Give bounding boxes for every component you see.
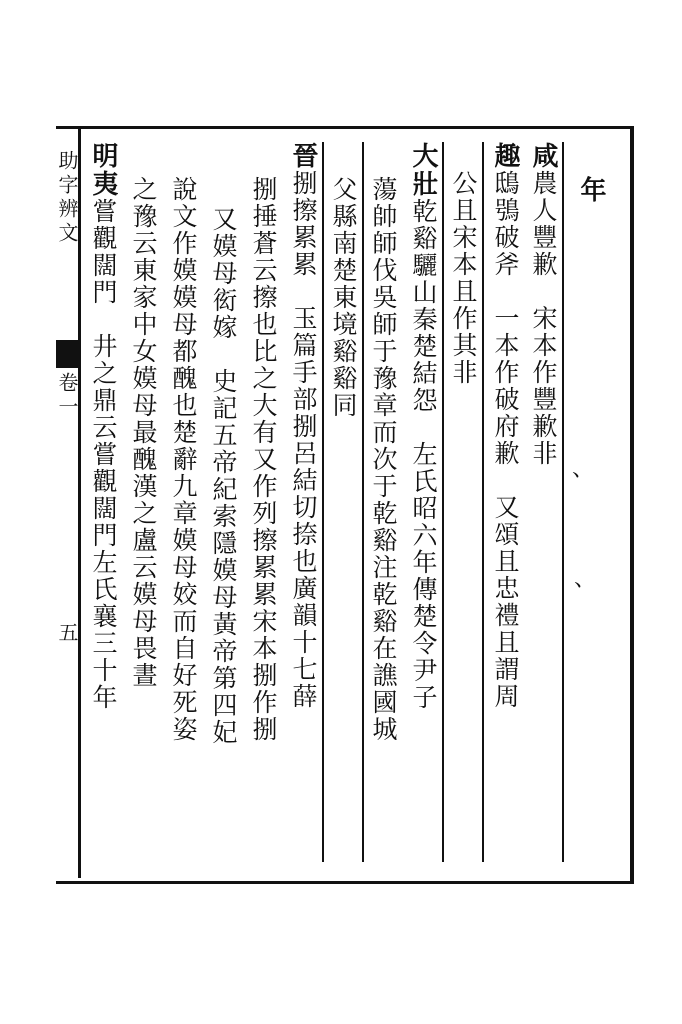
- column-body: 說文作嫫嫫母都醜也楚辭九章嫫母姣而自好死姿: [169, 176, 198, 743]
- column-body: 鴟鴞破斧 一本作破府歉 又頌且忠禮且謂周: [491, 170, 520, 710]
- column-head: 咸: [528, 142, 558, 170]
- column-body: 捌捶蒼云擦也比之大有又作列擦累累宋本捌作捌: [249, 176, 278, 743]
- text-column: [168, 176, 198, 743]
- column-rule: [562, 142, 564, 862]
- text-column: [128, 176, 158, 689]
- column-body: 農人豐歉 宋本作豐歉非: [529, 170, 558, 467]
- column-body: 嘗觀闊門 井之鼎云嘗觀闊門左氏襄三十年: [89, 198, 118, 711]
- column-body: 之豫云東家中女嫫母最醜漢之盧云嫫母畏晝: [129, 176, 158, 689]
- text-column: [528, 142, 558, 467]
- text-column: [490, 142, 520, 710]
- text-column: [208, 206, 238, 746]
- margin-book-title: 助字辨文: [55, 150, 79, 246]
- fish-tail-mark: [56, 340, 78, 368]
- column-rule: [482, 142, 484, 862]
- text-column: [408, 142, 438, 711]
- column-body: 蕩帥師伐吳師于豫章而次于乾谿注乾谿在譙國城: [369, 176, 398, 743]
- text-column: [88, 142, 118, 711]
- column-rule: [442, 142, 444, 862]
- column-head: 年: [576, 176, 606, 204]
- text-column: [368, 176, 398, 743]
- punctuation-mark: 、: [574, 567, 597, 592]
- column-rule: [362, 142, 364, 862]
- column-body: 又嫫母衒嫁 史記五帝紀索隱嫫母黃帝第四妃: [209, 206, 238, 746]
- text-column: [248, 176, 278, 743]
- column-body: 父縣南楚東境谿谿同: [329, 176, 358, 419]
- margin-page-number: 五: [55, 622, 79, 646]
- column-head: 公: [449, 170, 478, 197]
- text-column: [288, 142, 318, 710]
- column-body: 且宋本且作其非: [449, 197, 478, 386]
- text-column: [448, 170, 478, 386]
- text-column: [328, 176, 358, 419]
- column-head: 明夷: [88, 142, 118, 198]
- column-head: 晉: [288, 142, 318, 170]
- text-column: [576, 176, 606, 204]
- column-body: 乾谿驪山秦楚結怨 左氏昭六年傳楚令尹子: [409, 198, 438, 711]
- margin-juan-label: 卷一: [55, 372, 79, 420]
- column-head: 趣: [490, 142, 520, 170]
- column-rule: [322, 142, 324, 862]
- column-head: 大壯: [408, 142, 438, 198]
- punctuation-mark: 、: [572, 457, 595, 482]
- column-body: 捌擦累累 玉篇手部捌呂結切捺也廣韻十七薛: [289, 170, 318, 710]
